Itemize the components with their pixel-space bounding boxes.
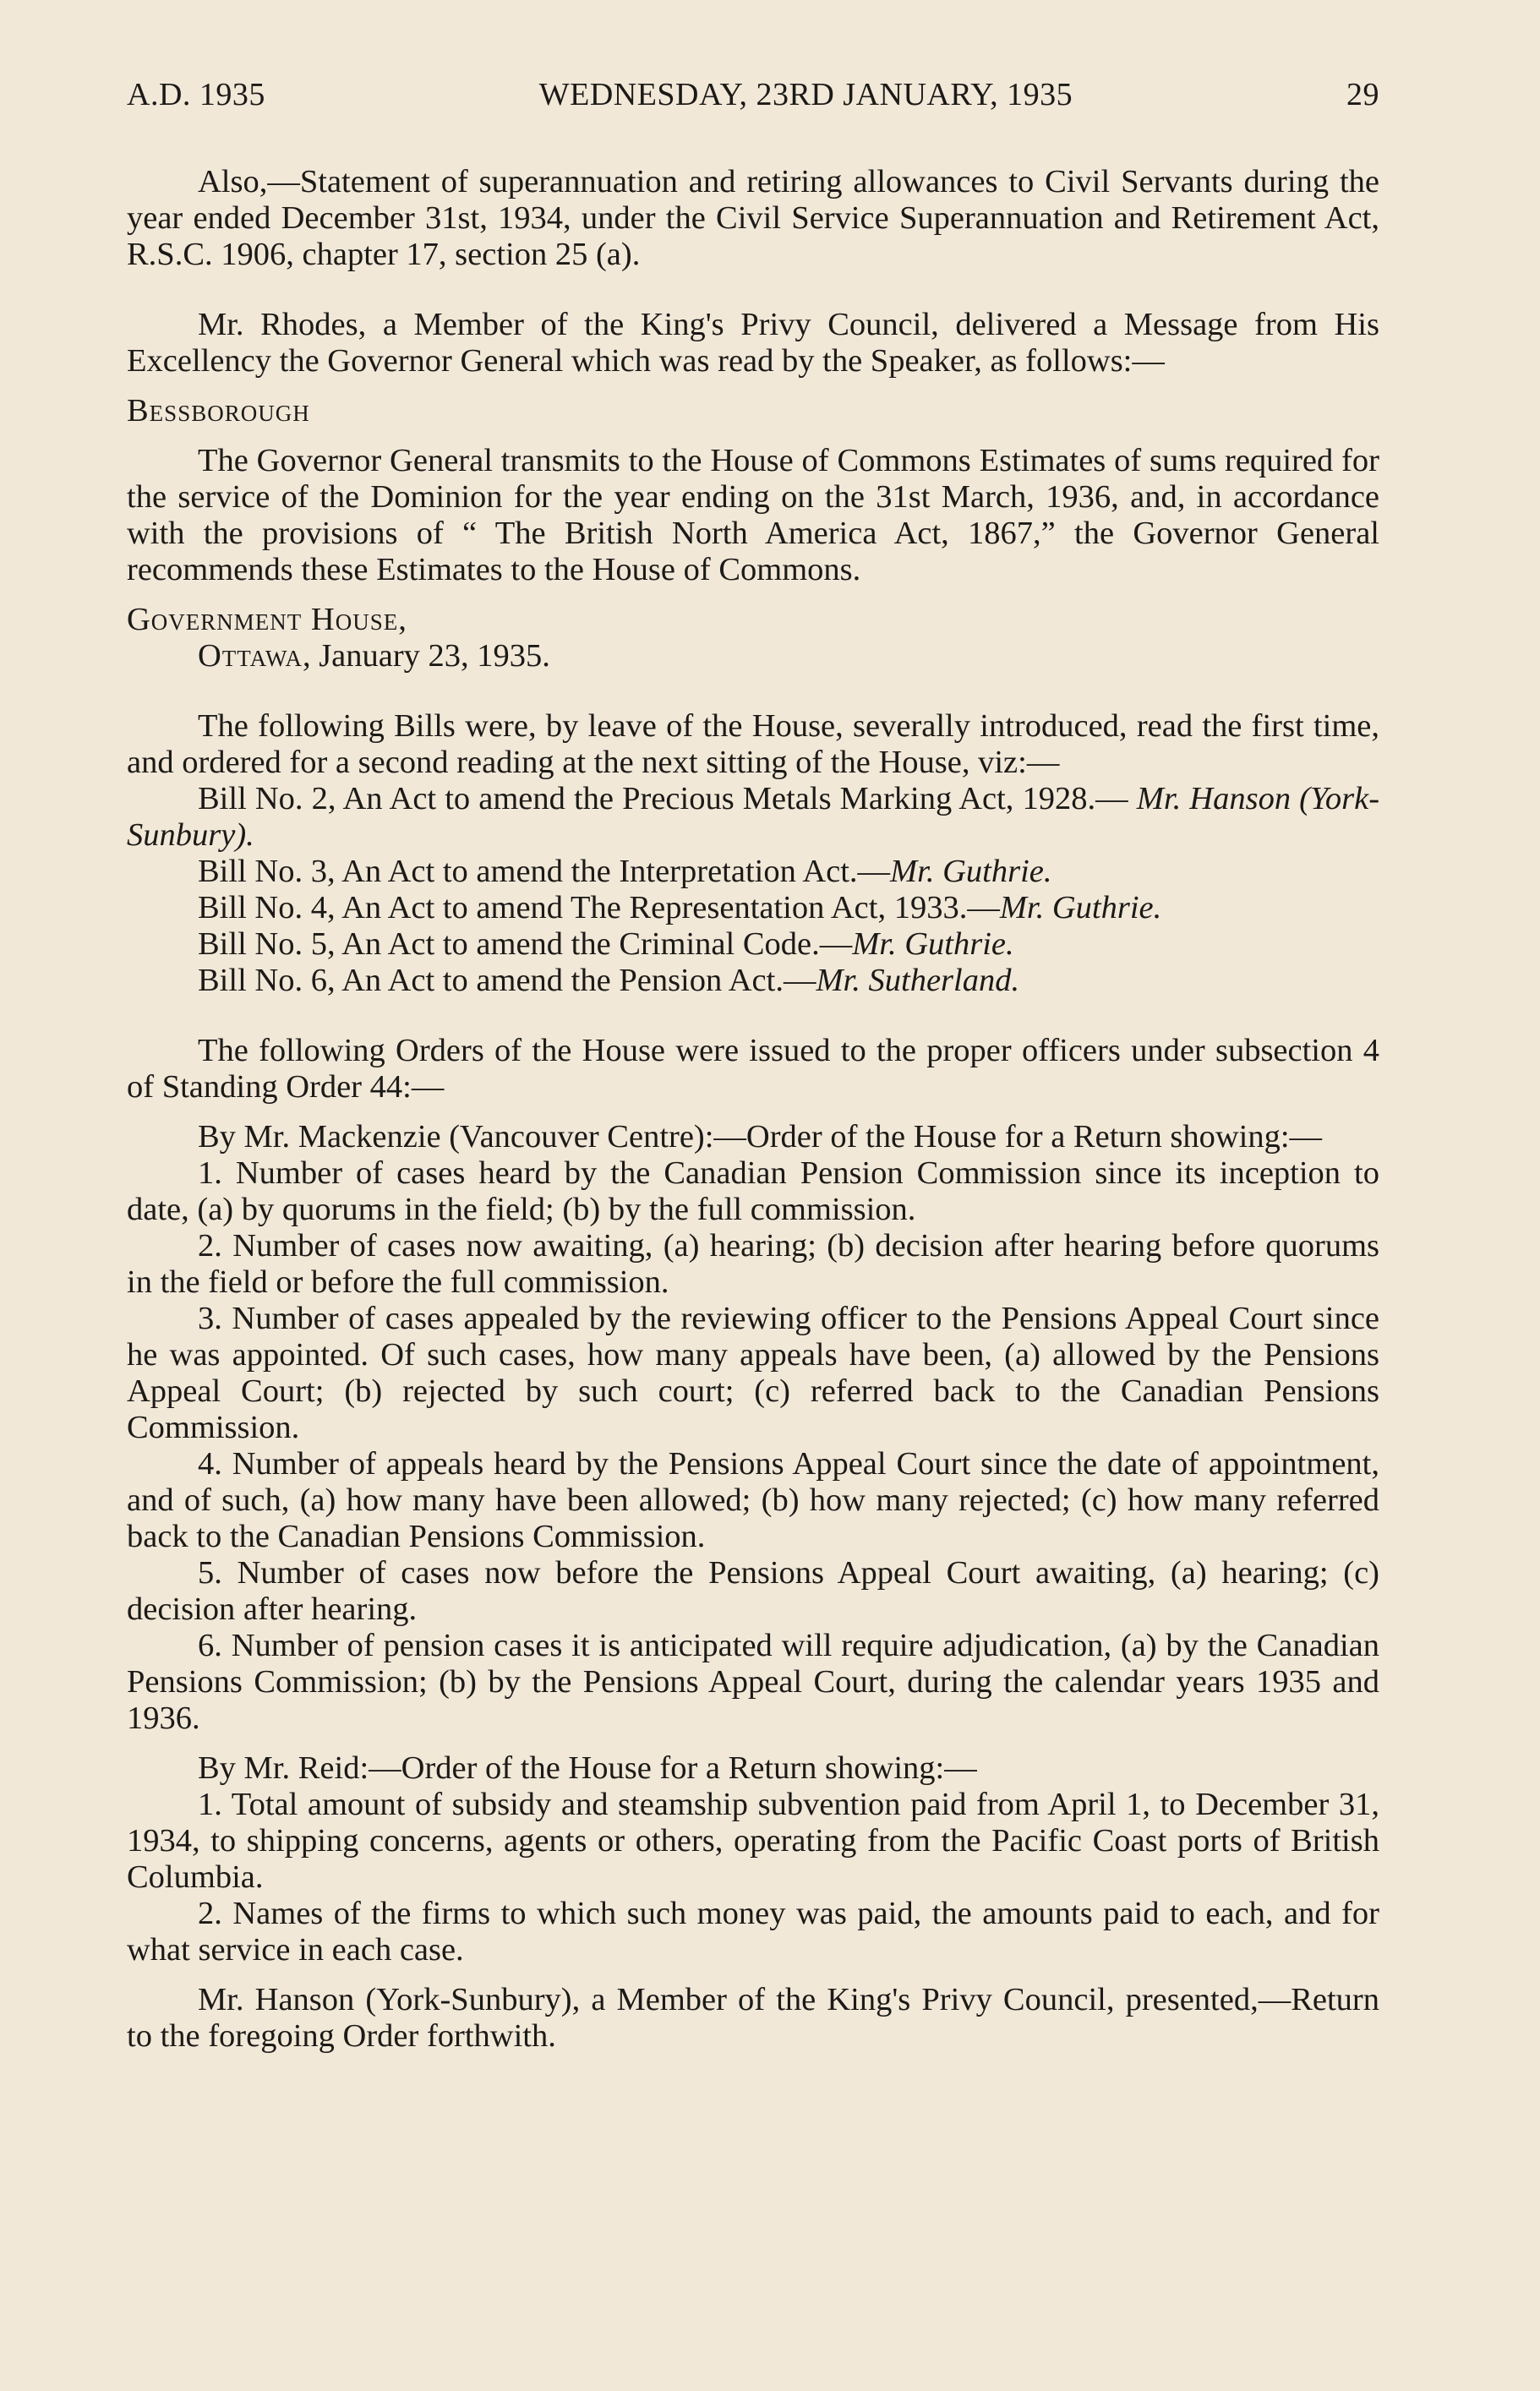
page-body xyxy=(127,164,1379,2055)
order-mackenzie-intro: By Mr. Mackenzie (Vancouver Centre):—Order of the House for a Return showing:— xyxy=(198,1119,1323,1155)
order-mackenzie-item: 3. Number of cases appealed by the reviewing officer to the Pensions Appeal Court since he was appointed. Of such cases, how many appeals have been, (a) allowed by the Pensions Appeal Court; (b) rejected by such court; (c) referred back to the Canadian Pensions Commission. xyxy=(127,1301,1379,1445)
bill-text: Bill No. 6, An Act to amend the Pension Act.— xyxy=(198,963,816,998)
bills-list xyxy=(127,781,1379,999)
bill-member: Mr. Hanson (York-Sunbury). xyxy=(127,781,1380,853)
order-mackenzie-item: 6. Number of pension cases it is anticipated will require adjudication, (a) by the Canadian Pensions Commission; (b) by the Pensions Appeal Court, during the calendar years 1935 and 1936. xyxy=(127,1628,1379,1736)
bills-intro-paragraph: The following Bills were, by leave of the House, severally introduced, read the first time, and ordered for a second reading at the next sitting of the House, viz:— xyxy=(127,708,1379,780)
order-mackenzie-item: 5. Number of cases now before the Pensions Appeal Court awaiting, (a) hearing; (c) decision after hearing. xyxy=(127,1555,1379,1627)
orders-intro-paragraph: The following Orders of the House were issued to the proper officers under subsection 4 of Standing Order 44:— xyxy=(127,1033,1379,1105)
running-head xyxy=(127,76,1379,113)
statement-paragraph: Also,—Statement of superannuation and retiring allowances to Civil Servants during the year ended December 31st, 1934, under the Civil Service Superannuation and Retirement Act, R.S.C. 1906, chapter 17, section 25 (a). xyxy=(127,164,1379,272)
header-date: WEDNESDAY, 23RD JANUARY, 1935 xyxy=(538,77,1073,112)
bill-item xyxy=(127,854,1379,890)
order-mackenzie-item: 2. Number of cases now awaiting, (a) hearing; (b) decision after hearing before quorums in the field or before the full commission. xyxy=(127,1228,1379,1300)
bill-text: Bill No. 2, An Act to amend the Precious Metals Marking Act, 1928.— xyxy=(198,781,1128,816)
dateline-date: , January 23, 1935. xyxy=(302,638,550,674)
header-year: A.D. 1935 xyxy=(127,77,265,112)
order-reid-item: 2. Names of the firms to which such money was paid, the amounts paid to each, and for what service in each case. xyxy=(127,1896,1379,1968)
bill-item xyxy=(127,926,1379,963)
order-reid-item: 1. Total amount of subsidy and steamship subvention paid from April 1, to December 31, 1934, to shipping concerns, agents or others, operating from the Pacific Coast ports of British Columbia. xyxy=(127,1787,1379,1895)
closing-paragraph: Mr. Hanson (York-Sunbury), a Member of the King's Privy Council, presented,—Return to the foregoing Order forthwith. xyxy=(127,1982,1379,2054)
bill-member: Mr. Guthrie. xyxy=(890,854,1052,889)
order-reid-intro: By Mr. Reid:—Order of the House for a Return showing:— xyxy=(198,1750,977,1786)
bill-item xyxy=(127,781,1379,854)
signature: Bessborough xyxy=(127,393,310,429)
order-mackenzie-item: 1. Number of cases heard by the Canadian Pension Commission since its inception to date, (a) by quorums in the field; (b) by the full commission. xyxy=(127,1155,1379,1227)
bill-item xyxy=(127,963,1379,999)
dateline xyxy=(127,638,1379,674)
order-mackenzie-item: 4. Number of appeals heard by the Pensions Appeal Court since the date of appointment, and of such, (a) how many have been allowed; (b) how many rejected; (c) how many referred back to the Canadian Pensions Commission. xyxy=(127,1446,1379,1554)
dateline-place: Ottawa xyxy=(198,638,303,674)
bill-item xyxy=(127,890,1379,926)
bill-member: Mr. Sutherland. xyxy=(816,963,1020,998)
bill-text: Bill No. 3, An Act to amend the Interpretation Act.— xyxy=(198,854,891,889)
bill-text: Bill No. 5, An Act to amend the Criminal Code.— xyxy=(198,926,853,962)
message-body-paragraph: The Governor General transmits to the House of Commons Estimates of sums required for the service of the Dominion for the year ending on the 31st March, 1936, and, in accordance with the provisions of “ The British North America Act, 1867,” the Governor General recommends these Estimates to the House of Commons. xyxy=(127,443,1379,587)
page-number: 29 xyxy=(1346,77,1379,112)
bill-member: Mr. Guthrie. xyxy=(999,890,1162,925)
bill-member: Mr. Guthrie. xyxy=(852,926,1014,962)
government-house-line: Government House, xyxy=(127,602,407,637)
bill-text: Bill No. 4, An Act to amend The Representation Act, 1933.— xyxy=(198,890,1000,925)
message-intro-paragraph: Mr. Rhodes, a Member of the King's Privy Council, delivered a Message from His Excellency the Governor General which was read by the Speaker, as follows:— xyxy=(127,307,1379,379)
